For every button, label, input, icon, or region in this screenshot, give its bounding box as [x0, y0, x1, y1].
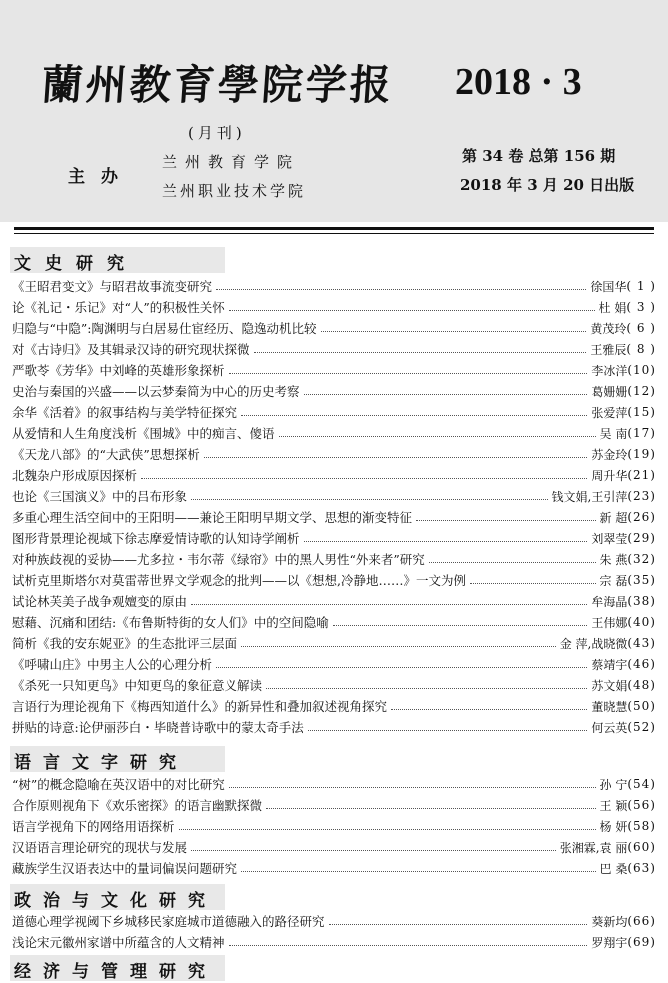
entry-page: (54): [627, 777, 656, 791]
dot-leader: [216, 667, 587, 668]
entry-author: 葵新均: [591, 914, 628, 929]
toc-entry[interactable]: [12, 612, 656, 632]
entry-page: ( 6 ): [626, 321, 656, 335]
toc-entry[interactable]: [12, 717, 656, 737]
entry-page: (46): [627, 657, 656, 671]
entry-author: 巴 桑: [599, 861, 628, 876]
entry-title: 归隐与“中隐”:陶渊明与白居易仕宦经历、隐逸动机比较: [12, 321, 317, 336]
entry-title: 《天龙八部》的“大武侠”思想探析: [12, 447, 200, 462]
entry-title: 图形背景理论视域下徐志摩爱情诗歌的认知诗学阐析: [12, 531, 300, 546]
toc-entry[interactable]: [12, 276, 656, 296]
entry-author: 金 萍,战晓微: [559, 636, 628, 651]
entry-title: 也论《三国演义》中的吕布形象: [12, 489, 188, 504]
section-title: 经济与管理研究: [14, 962, 217, 982]
entry-author: 刘翠莹: [591, 531, 628, 546]
toc-entry[interactable]: [12, 654, 656, 674]
dot-leader: [216, 289, 586, 290]
entry-author: 黄茂玲: [590, 321, 627, 336]
dot-leader: [254, 352, 587, 353]
entry-page: (12): [627, 384, 656, 398]
dot-leader: [308, 730, 588, 731]
toc-entry[interactable]: [12, 528, 656, 548]
toc-entry[interactable]: [12, 932, 656, 952]
entry-author: 苏金玲: [591, 447, 628, 462]
toc-entry[interactable]: [12, 465, 656, 485]
dot-leader: [279, 436, 596, 437]
toc-entry[interactable]: [12, 633, 656, 653]
entry-title: 道德心理学视阈下乡城移民家庭城市道德融入的路径研究: [12, 914, 325, 929]
entry-author: 周升华: [591, 468, 628, 483]
entry-page: (26): [627, 510, 656, 524]
entry-title: 《杀死一只知更鸟》中知更鸟的象征意义解读: [12, 678, 263, 693]
entry-page: (35): [627, 573, 656, 587]
dot-leader: [191, 499, 548, 500]
entry-author: 何云英: [591, 720, 628, 735]
entry-page: (23): [627, 489, 656, 503]
entry-title: 余华《活着》的叙事结构与美学特征探究: [12, 405, 238, 420]
entry-page: (69): [627, 935, 656, 949]
entry-title: 试论林芙美子战争观嬗变的原由: [12, 594, 188, 609]
entry-title: 史治与秦国的兴盛——以云梦秦简为中心的历史考察: [12, 384, 300, 399]
dot-leader: [241, 871, 596, 872]
entry-author: 张爱萍: [591, 405, 628, 420]
dot-leader: [141, 478, 587, 479]
toc-entry[interactable]: [12, 591, 656, 611]
entry-author: 董晓慧: [591, 699, 628, 714]
entry-page: (29): [627, 531, 656, 545]
entry-page: (52): [627, 720, 656, 734]
entry-author: 钱文娟,王引萍: [551, 489, 628, 504]
entry-author: 苏文娟: [591, 678, 628, 693]
entry-page: (58): [627, 819, 656, 833]
entry-title: 简析《我的安东妮亚》的生态批评三层面: [12, 636, 238, 651]
entry-title: 北魏杂户形成原因探析: [12, 468, 138, 483]
entry-title: 拼贴的诗意:论伊丽莎白・毕晓普诗歌中的蒙太奇手法: [12, 720, 304, 735]
entry-title: 言语行为理论视角下《梅西知道什么》的新异性和叠加叙述视角探究: [12, 699, 388, 714]
toc-entry[interactable]: [12, 423, 656, 443]
entry-title: 《王昭君变文》与昭君故事流变研究: [12, 279, 213, 294]
dot-leader: [241, 646, 556, 647]
toc-entry[interactable]: [12, 675, 656, 695]
toc-entry[interactable]: [12, 549, 656, 569]
dot-leader: [229, 373, 588, 374]
publication-frequency: (月刊): [188, 124, 246, 142]
entry-author: 新 超: [599, 510, 628, 525]
section-title: 政治与文化研究: [14, 891, 217, 911]
dot-leader: [333, 625, 588, 626]
entry-author: 牟海晶: [591, 594, 628, 609]
dot-leader: [321, 331, 587, 332]
entry-author: 吴 南: [599, 426, 628, 441]
dot-leader: [391, 709, 587, 710]
toc-entry[interactable]: [12, 444, 656, 464]
entry-page: (19): [627, 447, 656, 461]
divider-thick: [14, 227, 654, 230]
entry-page: (21): [627, 468, 656, 482]
entry-author: 张湘霖,袁 丽: [559, 840, 628, 855]
entry-author: 罗翔宇: [591, 935, 628, 950]
entry-author: 李冰洋: [591, 363, 628, 378]
dot-leader: [204, 457, 588, 458]
entry-page: (17): [627, 426, 656, 440]
toc-entry[interactable]: [12, 381, 656, 401]
dot-leader: [229, 945, 588, 946]
entry-title: 试析克里斯塔尔对莫雷蒂世界文学观念的批判——以《想想,冷静地……》一文为例: [12, 573, 466, 588]
entry-title: 从爱情和人生角度浅析《围城》中的痴言、傻语: [12, 426, 275, 441]
entry-page: ( 1 ): [626, 279, 656, 293]
toc-entry[interactable]: [12, 297, 656, 317]
toc-entry[interactable]: [12, 318, 656, 338]
entry-title: 论《礼记・乐记》对“人”的积极性关怀: [12, 300, 225, 315]
dot-leader: [229, 787, 596, 788]
entry-title: 浅论宋元徽州家谱中所蕴含的人文精神: [12, 935, 225, 950]
dot-leader: [241, 415, 587, 416]
dot-leader: [266, 808, 596, 809]
toc-entry[interactable]: [12, 911, 656, 931]
entry-author: 宗 磊: [599, 573, 628, 588]
section-heading: [10, 955, 225, 981]
entry-title: “树”的概念隐喻在英汉语中的对比研究: [12, 777, 225, 792]
entry-author: 徐国华: [590, 279, 627, 294]
dot-leader: [229, 310, 595, 311]
issue-number: 2018 · 3: [455, 61, 582, 103]
entry-page: (63): [627, 861, 656, 875]
dot-leader: [191, 850, 556, 851]
toc-entry[interactable]: [12, 774, 656, 794]
journal-title: 蘭州教育學院学报: [40, 61, 396, 109]
sponsor-2: 兰州职业技术学院: [162, 182, 307, 200]
dot-leader: [329, 924, 588, 925]
entry-page: (15): [627, 405, 656, 419]
divider-thin: [14, 233, 654, 234]
toc-entry[interactable]: [12, 696, 656, 716]
entry-title: 多重心理生活空间中的王阳明——兼论王阳明早期文学、思想的渐变特征: [12, 510, 413, 525]
section-heading: [10, 884, 225, 910]
section-title: 语言文字研究: [14, 753, 188, 773]
masthead: [0, 0, 668, 222]
entry-page: (66): [627, 914, 656, 928]
entry-author: 孙 宁: [599, 777, 628, 792]
dot-leader: [304, 541, 588, 542]
entry-author: 葛姗姗: [591, 384, 628, 399]
entry-page: (38): [627, 594, 656, 608]
entry-title: 藏族学生汉语表达中的量词偏误问题研究: [12, 861, 238, 876]
dot-leader: [429, 562, 596, 563]
toc-entry[interactable]: [12, 507, 656, 527]
dot-leader: [179, 829, 596, 830]
entry-title: 对《古诗归》及其辑录汉诗的研究现状探微: [12, 342, 250, 357]
entry-author: 蔡靖宇: [591, 657, 628, 672]
entry-page: (40): [627, 615, 656, 629]
entry-page: (43): [627, 636, 656, 650]
section-heading: [10, 247, 225, 273]
entry-author: 杨 妍: [599, 819, 628, 834]
entry-title: 《呼啸山庄》中男主人公的心理分析: [12, 657, 213, 672]
entry-page: (56): [627, 798, 656, 812]
dot-leader: [304, 394, 588, 395]
entry-page: ( 8 ): [626, 342, 656, 356]
entry-author: 杜 娟: [598, 300, 627, 315]
entry-page: (32): [627, 552, 656, 566]
entry-author: 朱 燕: [599, 552, 628, 567]
toc-entry[interactable]: [12, 816, 656, 836]
publish-date: 2018 年 3 月 20 日出版: [460, 176, 635, 194]
section-heading: [10, 746, 225, 772]
entry-title: 合作原则视角下《欢乐密探》的语言幽默探微: [12, 798, 263, 813]
section-title: 文史研究: [14, 254, 138, 274]
dot-leader: [266, 688, 587, 689]
toc-entry[interactable]: [12, 837, 656, 857]
toc-entry[interactable]: [12, 570, 656, 590]
entry-author: 王雅辰: [590, 342, 627, 357]
toc-entry[interactable]: [12, 339, 656, 359]
toc-entry[interactable]: [12, 795, 656, 815]
entry-author: 王 颖: [599, 798, 628, 813]
entry-page: (60): [627, 840, 656, 854]
dot-leader: [191, 604, 587, 605]
toc-entry[interactable]: [12, 486, 656, 506]
entry-title: 语言学视角下的网络用语探析: [12, 819, 175, 834]
entry-page: (48): [627, 678, 656, 692]
toc-entry[interactable]: [12, 360, 656, 380]
sponsor-1: 兰州教育学院: [162, 153, 301, 171]
entry-title: 慰藉、沉痛和团结:《布鲁斯特街的女人们》中的空间隐喻: [12, 615, 329, 630]
entry-title: 对种族歧视的妥协——尤多拉・韦尔蒂《绿帘》中的黑人男性“外来者”研究: [12, 552, 425, 567]
entry-title: 严歌苓《芳华》中刘峰的英雄形象探析: [12, 363, 225, 378]
sponsor-label: 主办: [68, 167, 134, 187]
entry-page: ( 3 ): [626, 300, 656, 314]
entry-page: (50): [627, 699, 656, 713]
toc-entry[interactable]: [12, 858, 656, 878]
dot-leader: [416, 520, 596, 521]
volume-info: 第 34 卷 总第 156 期: [462, 147, 616, 165]
entry-author: 王伟娜: [591, 615, 628, 630]
entry-page: (10): [627, 363, 656, 377]
toc-entry[interactable]: [12, 402, 656, 422]
entry-title: 汉语语言理论研究的现状与发展: [12, 840, 188, 855]
dot-leader: [470, 583, 596, 584]
